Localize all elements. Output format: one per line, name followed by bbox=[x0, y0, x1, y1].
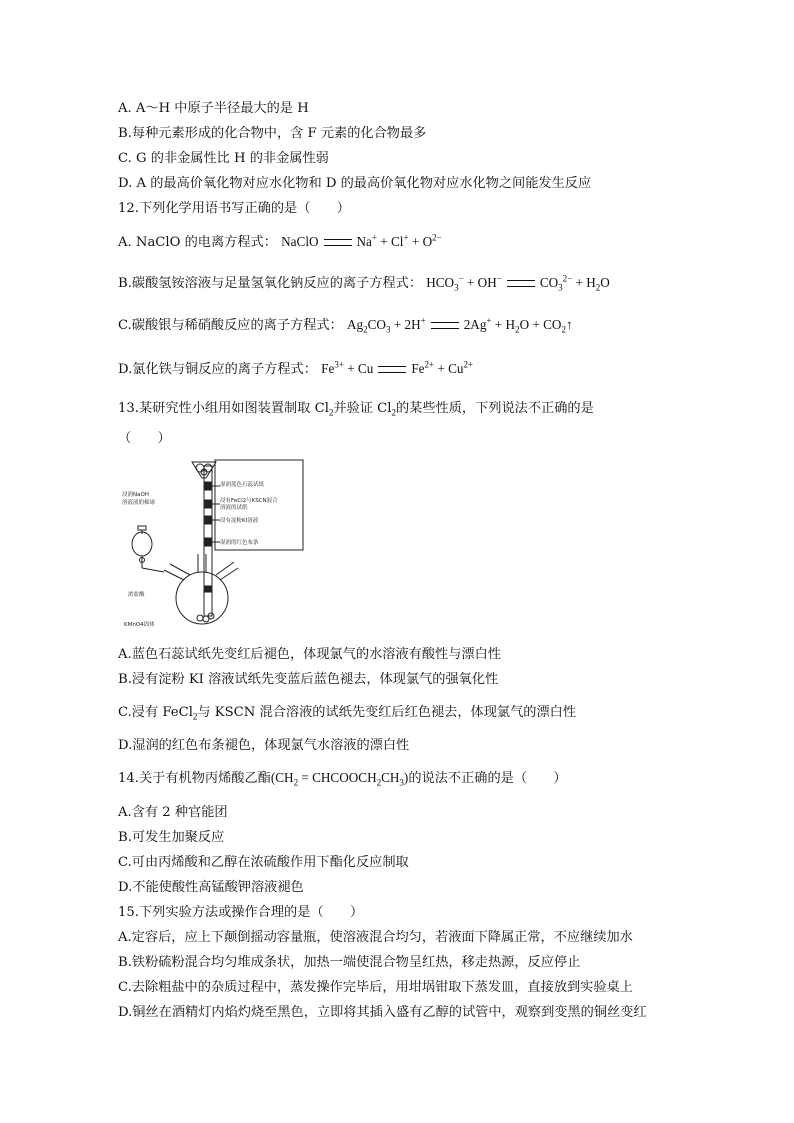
q13-stem: 13.某研究性小组用如图装置制取 $Cl_2$并验证 $Cl_2$的某些性质，下列说法不正确的是 bbox=[118, 401, 594, 418]
q12-option-d bbox=[118, 360, 473, 379]
q11-option-b: B.每种元素形成的化合物中，含 F 元素的化合物最多 bbox=[118, 126, 427, 141]
flask-neck bbox=[198, 554, 206, 572]
label-naoh: 浸润NaOH bbox=[122, 492, 149, 498]
label-strip-2b: 溶液的试纸 bbox=[220, 505, 248, 511]
q14-stem bbox=[118, 769, 567, 788]
q12-option-b bbox=[118, 274, 610, 293]
strip-segment-1 bbox=[205, 482, 211, 490]
q12-option-a-text: A. NaClO 的电离方程式： bbox=[118, 235, 277, 250]
q14-option-a: A.含有 2 种官能团 bbox=[118, 805, 228, 820]
q15-option-d: D.铜丝在酒精灯内焰灼烧至黑色，立即将其插入盛有乙醇的试管中，观察到变黑的铜丝变红 bbox=[118, 1005, 647, 1020]
q13-stem-part3: 的某些性质，下列说法不正确的是 bbox=[395, 401, 594, 416]
q13-stem-part1: 13.某研究性小组用如图装置制取 Cl bbox=[118, 401, 329, 416]
label-kmno4: KMnO4固体 bbox=[124, 622, 155, 628]
q13-option-c: C.浸有 FeCl$_2$与 KSCN 混合溶液的试纸先变红后红色褪去，体现氯气的漂白性 bbox=[118, 705, 577, 722]
q14-formula: ($CH_2$ = $CHCOOCH_2CH_3$) bbox=[270, 770, 409, 788]
q12-option-c-equation: $Ag_2CO_3 + 2H^+$ $2Ag^+ + H_2O$ + $CO_2↑$ bbox=[347, 315, 573, 335]
q11-option-c: C. G 的非金属性比 H 的非金属性弱 bbox=[118, 151, 329, 166]
q12-option-c bbox=[118, 316, 573, 335]
q13-option-c-part1: C.浸有 FeCl bbox=[118, 705, 193, 720]
q12-option-d-equation: $Fe^{3+} + Cu$ $Fe^{2+} + Cu^{2+}$ bbox=[321, 359, 474, 376]
q13-stem-part2: 并验证 Cl bbox=[333, 401, 392, 416]
q14-stem-part1: 14.关于有机物丙烯酸乙酯 bbox=[118, 771, 271, 786]
q12-option-d-text: D.氯化铁与铜反应的离子方程式： bbox=[118, 362, 317, 377]
q11-option-d: D. A 的最高价氧化物对应水化物和 D 的最高价氧化物对应水化物之间能发生反应 bbox=[118, 176, 592, 191]
q11-option-a: A. A～H 中原子半径最大的是 H bbox=[118, 101, 309, 116]
strip-segment-3 bbox=[205, 516, 211, 524]
apparatus-drawing bbox=[120, 456, 310, 636]
q14-option-c: C.可由丙烯酸和乙醇在浓硫酸作用下酯化反应制取 bbox=[118, 855, 409, 870]
q15-option-a: A.定容后，应上下颠倒摇动容量瓶，使溶液混合均匀，若液面下降属正常，不应继续加水 bbox=[118, 930, 633, 945]
q15-stem: 15.下列实验方法或操作合理的是（ ） bbox=[118, 905, 364, 920]
q14-option-d: D.不能使酸性高锰酸钾溶液褪色 bbox=[118, 880, 304, 895]
q12-option-b-text: B.碳酸氢铵溶液与足量氢氧化钠反应的离子方程式： bbox=[118, 276, 423, 291]
q14-option-b: B.可发生加聚反应 bbox=[118, 830, 225, 845]
strip-segment-2 bbox=[205, 500, 211, 508]
separatory-funnel bbox=[132, 532, 152, 556]
label-strip-2: 浸有FeCl2与KSCN混合 bbox=[220, 498, 278, 504]
label-hcl: 浓盐酸 bbox=[128, 592, 145, 598]
q12-option-c-text: C.碳酸银与稀硝酸反应的离子方程式： bbox=[118, 318, 343, 333]
q13-option-c-part2: 与 KSCN 混合溶液的试纸先变红后红色褪去，体现氯气的漂白性 bbox=[197, 705, 577, 720]
apparatus-figure bbox=[120, 456, 310, 636]
q12-stem: 12.下列化学用语书写正确的是（ ） bbox=[118, 201, 350, 216]
label-strip-3: 浸有淀粉KI溶液 bbox=[220, 518, 259, 524]
label-naoh-2: 溶液液的棉球 bbox=[122, 500, 156, 506]
q13-paren: （ ） bbox=[118, 431, 171, 446]
label-strip-1: 湿润蓝色石蕊试纸 bbox=[220, 482, 265, 488]
flask-right-arm bbox=[216, 562, 238, 580]
strip-segment-5 bbox=[205, 586, 211, 592]
q12-option-b-equation: $HCO_3^- + OH^-$ $CO_3^{2-} + H_2O$ bbox=[426, 273, 610, 293]
q13-option-a: A.蓝色石蕊试纸先变红后褪色，体现氯气的水溶液有酸性与漂白性 bbox=[118, 647, 501, 662]
q13-option-d: D.湿润的红色布条褪色，体现氯气水溶液的漂白性 bbox=[118, 738, 410, 753]
q15-option-c: C.去除粗盐中的杂质过程中，蒸发操作完毕后，用坩埚钳取下蒸发皿，直接放到实验桌上 bbox=[118, 980, 633, 995]
q12-option-a bbox=[118, 233, 442, 252]
label-strip-4: 湿润的红色布条 bbox=[220, 540, 259, 546]
q12-option-a-equation: NaClO $Na^+ + Cl^+ + O^{2-}$ bbox=[281, 232, 442, 249]
q13-option-b: B.浸有淀粉 KI 溶液试纸先变蓝后蓝色褪去，体现氯气的强氧化性 bbox=[118, 672, 499, 687]
q14-stem-part2: 的说法不正确的是（ ） bbox=[408, 771, 567, 786]
q15-option-b: B.铁粉硫粉混合均匀堆成条状，加热一端使混合物呈红热，移走热源，反应停止 bbox=[118, 955, 581, 970]
strip-segment-4 bbox=[205, 538, 211, 546]
